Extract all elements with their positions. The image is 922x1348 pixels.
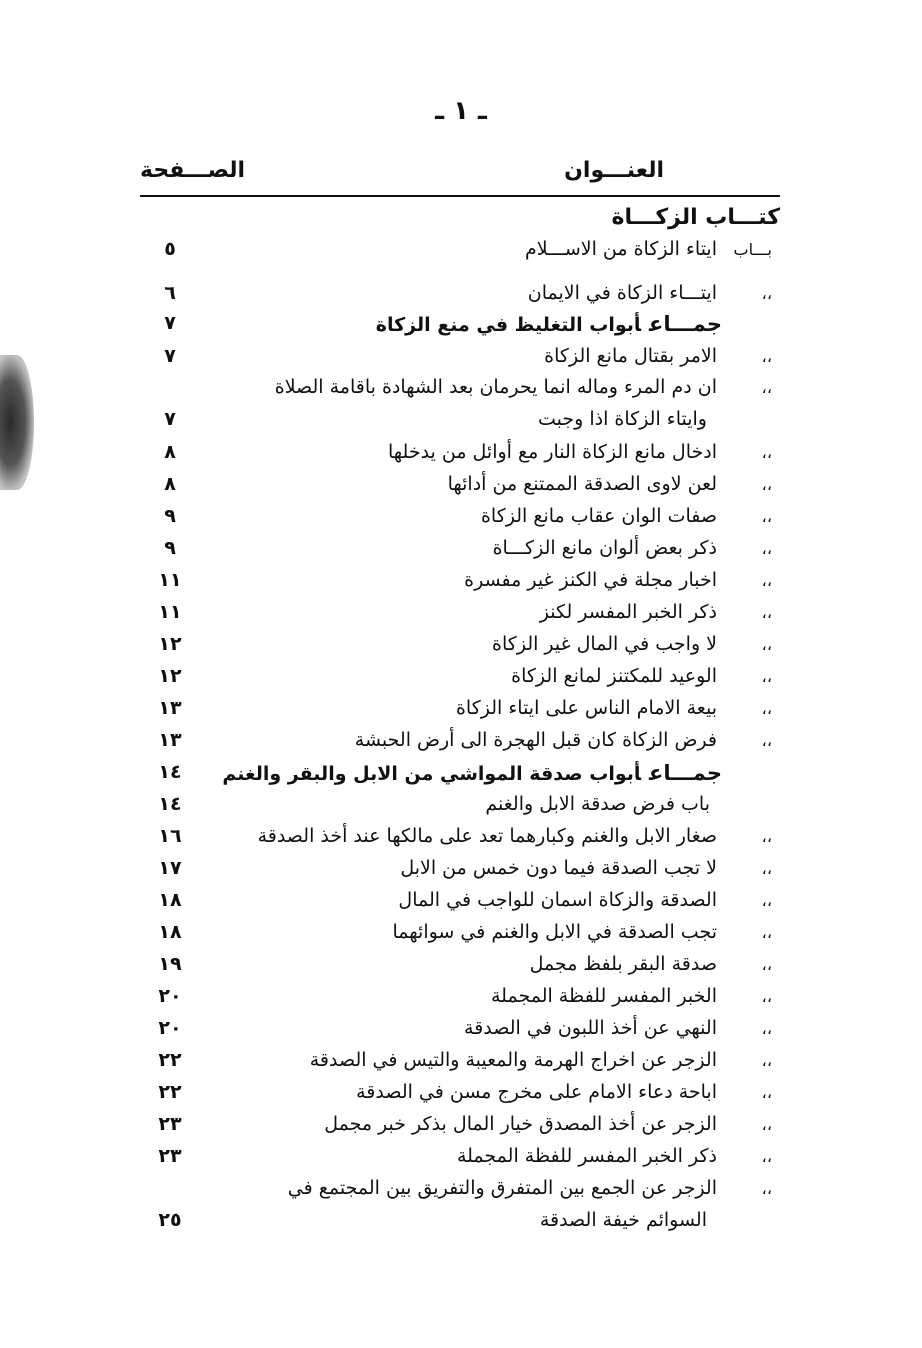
entry-title <box>511 665 717 687</box>
group-prefix: جمـــاع <box>649 312 722 336</box>
page-number: ـ ١ ـ <box>435 96 487 126</box>
entry-page-number: ٢٣ <box>158 1145 182 1167</box>
entry-page-number: ٨ <box>164 441 176 463</box>
book-title: كتـــاب الزكـــاة <box>611 205 780 230</box>
scan-margin-blot <box>0 355 34 490</box>
entry-title <box>288 1177 717 1199</box>
entry-page-number: ١٧ <box>158 857 182 879</box>
entry-marker: ،، <box>761 603 772 622</box>
entry-title <box>376 312 722 336</box>
entry-page-number: ١٣ <box>158 729 182 751</box>
entry-title <box>275 376 717 398</box>
toc-entry <box>0 697 922 729</box>
toc-entry <box>0 1145 922 1177</box>
entry-marker: ،، <box>761 475 772 494</box>
entry-marker: بـــاب <box>733 240 772 259</box>
entry-title <box>540 601 717 623</box>
toc-entry <box>0 345 922 377</box>
toc-entry <box>0 793 922 825</box>
entry-title-text: ايتاء الزكاة من الاســـلام <box>525 238 717 260</box>
entry-title <box>464 1017 717 1039</box>
entry-title-text: الوعيد للمكتنز لمانع الزكاة <box>511 665 717 687</box>
entry-page-number: ٧ <box>164 408 176 430</box>
entry-marker: ،، <box>761 699 772 718</box>
entry-title <box>324 1113 717 1135</box>
entry-title-text: ايتـــاء الزكاة في الايمان <box>527 282 717 304</box>
toc-entry <box>0 633 922 665</box>
entry-title <box>485 793 710 815</box>
entry-title <box>493 537 717 559</box>
toc-entry <box>0 825 922 857</box>
toc-entry <box>0 376 922 430</box>
entry-page-number: ١٢ <box>158 633 182 655</box>
entry-title <box>457 1145 717 1167</box>
entry-title <box>258 825 717 847</box>
entry-title-text: النهي عن أخذ اللبون في الصدقة <box>464 1017 717 1039</box>
toc-entry <box>0 1177 922 1231</box>
entry-title-text: ذكر بعض ألوان مانع الزكـــاة <box>492 537 717 559</box>
entry-title-text: الزجر عن الجمع بين المتفرق والتفريق بين المجتمع في <box>287 1177 717 1199</box>
entry-page-number: ١٨ <box>158 889 182 911</box>
entry-title-text: أبواب التغليظ في منع الزكاة <box>375 314 642 336</box>
entry-page-number: ١١ <box>158 569 182 591</box>
entry-page-number: ٧ <box>164 312 176 334</box>
page-column-header: الصـــفحة <box>140 158 246 183</box>
toc-entry <box>0 1017 922 1049</box>
entry-marker: ،، <box>761 1115 772 1134</box>
entry-page-number: ٧ <box>164 345 176 367</box>
entry-page-number: ٢٠ <box>158 1017 182 1039</box>
entry-title <box>491 985 717 1007</box>
toc-entry <box>0 729 922 761</box>
entry-title-text: ذكر الخبر المفسر لكنز <box>539 601 717 623</box>
toc-entry <box>0 857 922 889</box>
entry-title-text: صفات الوان عقاب مانع الزكاة <box>480 505 717 527</box>
entry-title-text: الزجر عن اخراج الهرمة والمعيبة والتيس في الصدقة <box>309 1049 717 1071</box>
entry-page-number: ١٤ <box>158 761 182 783</box>
entry-title-continuation: السوائم خيفة الصدقة <box>539 1209 707 1231</box>
entry-marker: ،، <box>761 987 772 1006</box>
entry-marker: ،، <box>761 347 772 366</box>
entry-marker: ،، <box>761 1083 772 1102</box>
toc-entry <box>0 1049 922 1081</box>
entry-marker: ،، <box>761 667 772 686</box>
entry-marker: ،، <box>761 1019 772 1038</box>
entry-title <box>388 441 717 463</box>
entry-title-text: فرض الزكاة كان قبل الهجرة الى أرض الحبشة <box>354 729 717 751</box>
entry-title <box>222 761 722 785</box>
entry-title <box>448 473 717 495</box>
entry-page-number: ٢٣ <box>158 1113 182 1135</box>
entry-marker: ،، <box>761 1051 772 1070</box>
entry-title-text: ادخال مانع الزكاة النار مع أوائل من يدخلها <box>387 441 717 463</box>
entry-marker: ،، <box>761 731 772 750</box>
entry-marker: ،، <box>761 539 772 558</box>
entry-title <box>310 1049 717 1071</box>
toc-entry <box>0 312 922 344</box>
entry-marker: ،، <box>761 571 772 590</box>
entry-title-text: اباحة دعاء الامام على مخرج مسن في الصدقة <box>356 1081 717 1103</box>
toc-entry <box>0 473 922 505</box>
entry-marker: ،، <box>761 378 772 397</box>
entry-title-text: ذكر الخبر المفسر للفظة المجملة <box>456 1145 717 1167</box>
entry-marker: ،، <box>761 507 772 526</box>
entry-marker: ،، <box>761 859 772 878</box>
group-prefix: جمـــاع <box>649 761 722 785</box>
entry-title-text: بيعة الامام الناس على ايتاء الزكاة <box>455 697 717 719</box>
entry-page-number: ١٦ <box>158 825 182 847</box>
entry-title-text: ان دم المرء وماله انما يحرمان بعد الشهادة باقامة الصلاة <box>274 376 717 398</box>
toc-entry <box>0 238 922 270</box>
entry-title <box>464 569 717 591</box>
entry-page-number: ١٤ <box>158 793 182 815</box>
entry-marker: ،، <box>761 891 772 910</box>
entry-title-text: الخبر المفسر للفظة المجملة <box>490 985 717 1007</box>
toc-entry <box>0 441 922 473</box>
entry-page-number: ٩ <box>164 537 176 559</box>
toc-entry <box>0 985 922 1017</box>
entry-page-number: ١٩ <box>158 953 182 975</box>
entry-title <box>398 889 717 911</box>
entry-title-text: لا واجب في المال غير الزكاة <box>492 633 717 655</box>
entry-title-text: أبواب صدقة المواشي من الابل والبقر والغنم <box>222 763 642 785</box>
entry-page-number: ٦ <box>164 282 176 304</box>
entry-title <box>492 633 717 655</box>
toc-entry <box>0 601 922 633</box>
toc-entry <box>0 1081 922 1113</box>
entry-title-continuation: وايتاء الزكاة اذا وجبت <box>538 408 707 430</box>
entry-page-number: ١٢ <box>158 665 182 687</box>
entry-page-number: ٥ <box>164 238 176 260</box>
toc-entry <box>0 537 922 569</box>
toc-entry <box>0 569 922 601</box>
entry-marker: ،، <box>761 923 772 942</box>
entry-marker: ،، <box>761 635 772 654</box>
entry-title <box>356 1081 717 1103</box>
entry-title <box>530 953 717 975</box>
entry-title-text: تجب الصدقة في الابل والغنم في سوائهما <box>392 921 717 943</box>
toc-entry <box>0 505 922 537</box>
toc-entry <box>0 761 922 793</box>
toc-entry <box>0 1113 922 1145</box>
entry-page-number: ٢٢ <box>158 1081 182 1103</box>
entry-title <box>544 345 717 367</box>
entry-marker: ،، <box>761 284 772 303</box>
entry-title <box>528 282 717 304</box>
entry-title-text: صغار الابل والغنم وكبارهما تعد على مالكها عند أخذ الصدقة <box>257 825 717 847</box>
toc-entry <box>0 665 922 697</box>
entry-title <box>456 697 717 719</box>
entry-title <box>400 857 717 879</box>
entry-page-number: ٢٢ <box>158 1049 182 1071</box>
entry-title <box>393 921 717 943</box>
entry-title-text: صدقة البقر بلفظ مجمل <box>529 953 717 975</box>
entry-marker: ،، <box>761 1179 772 1198</box>
entry-page-number: ٢٠ <box>158 985 182 1007</box>
entry-title-text: الامر بقتال مانع الزكاة <box>544 345 717 367</box>
entry-page-number: ٢٥ <box>158 1209 182 1231</box>
entry-title-text: الزجر عن أخذ المصدق خيار المال بذكر خبر مجمل <box>324 1113 717 1135</box>
toc-entry <box>0 282 922 314</box>
entry-title-text: الصدقة والزكاة اسمان للواجب في المال <box>398 889 717 911</box>
entry-page-number: ١١ <box>158 601 182 623</box>
title-column-header: العنـــوان <box>564 158 664 183</box>
entry-page-number: ٩ <box>164 505 176 527</box>
entry-marker: ،، <box>761 1147 772 1166</box>
entry-title <box>525 238 717 260</box>
entry-title <box>355 729 717 751</box>
entry-page-number: ١٣ <box>158 697 182 719</box>
entry-marker: ،، <box>761 827 772 846</box>
entry-page-number: ١٨ <box>158 921 182 943</box>
entry-marker: ،، <box>761 955 772 974</box>
entry-title-text: لعن لاوى الصدقة الممتنع من أدائها <box>447 473 717 495</box>
entry-marker: ،، <box>761 443 772 462</box>
toc-entry <box>0 889 922 921</box>
entry-title <box>481 505 717 527</box>
entry-page-number: ٨ <box>164 473 176 495</box>
toc-entry <box>0 921 922 953</box>
entry-title-text: لا تجب الصدقة فيما دون خمس من الابل <box>400 857 717 879</box>
toc-entry <box>0 953 922 985</box>
entry-title-text: اخبار مجلة في الكنز غير مفسرة <box>464 569 717 591</box>
entry-title-text: باب فرض صدقة الابل والغنم <box>485 793 710 815</box>
